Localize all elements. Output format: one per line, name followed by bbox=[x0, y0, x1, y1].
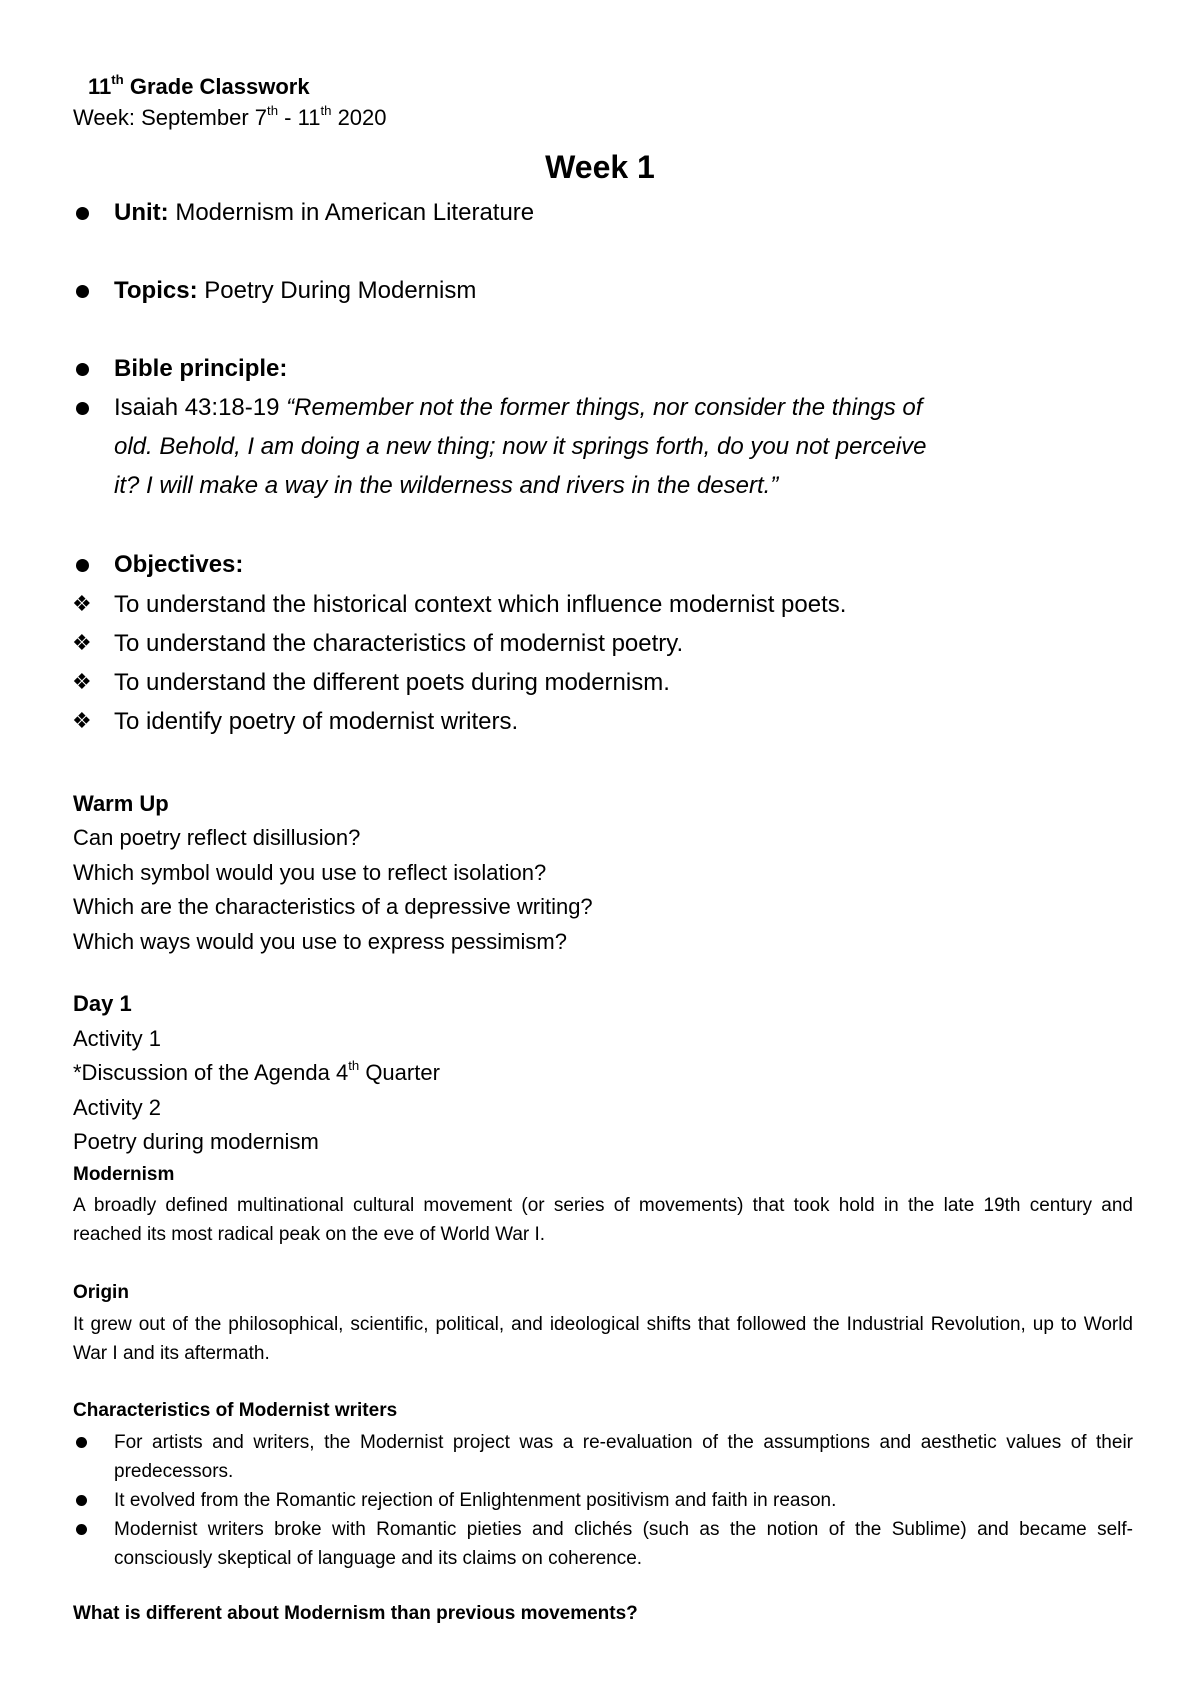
discussion-prefix: *Discussion of the Agenda 4 bbox=[73, 1060, 349, 1085]
poetry-during-modernism: Poetry during modernism bbox=[73, 1129, 319, 1154]
characteristic-item: Modernist writers broke with Romantic pieties and clichés (such as the notion of the Sublime) and became self-consciously skeptical of language and its claims on coherence. bbox=[114, 1519, 1133, 1569]
origin-heading: Origin bbox=[73, 1282, 129, 1303]
week-dates-mid: - 11 bbox=[284, 105, 321, 130]
page-title: Week 1 bbox=[545, 149, 655, 185]
bible-quote-text-1: “Remember not the former things, nor consider the things of bbox=[286, 394, 923, 421]
day1-heading: Day 1 bbox=[73, 991, 132, 1016]
week-dates-prefix: Week: September 7 bbox=[73, 105, 268, 130]
warmup-question: Which ways would you use to express pessimism? bbox=[73, 929, 567, 954]
discussion-suffix: Quarter bbox=[365, 1060, 440, 1085]
closing-question: What is different about Modernism than previous movements? bbox=[73, 1603, 638, 1624]
bible-quote-line-3: it? I will make a way in the wilderness and rivers in the desert.” bbox=[114, 472, 779, 499]
bible-quote-line-2: old. Behold, I am doing a new thing; now it springs forth, do you not perceive bbox=[114, 433, 927, 460]
unit-label: Unit: bbox=[114, 199, 169, 226]
grade-heading bbox=[88, 74, 310, 100]
bible-reference: Isaiah 43:18-19 bbox=[114, 394, 280, 421]
week-dates-sup1: th bbox=[267, 103, 279, 119]
diamond-bullet-icon: ❖ bbox=[72, 592, 92, 617]
objective-item: To identify poetry of modernist writers. bbox=[114, 708, 519, 735]
week-dates-sup2: th bbox=[320, 103, 332, 119]
bullet-icon bbox=[76, 559, 89, 572]
discussion-line bbox=[73, 1060, 440, 1086]
bullet-icon bbox=[76, 1524, 87, 1535]
bullet-icon bbox=[76, 285, 89, 298]
bullet-icon bbox=[76, 207, 89, 220]
warmup-question: Which are the characteristics of a depressive writing? bbox=[73, 894, 593, 919]
activity-2: Activity 2 bbox=[73, 1095, 162, 1120]
grade-sup: th bbox=[111, 72, 124, 88]
week-dates bbox=[73, 105, 387, 131]
warmup-heading: Warm Up bbox=[73, 791, 169, 816]
week-dates-year: 2020 bbox=[337, 105, 387, 130]
origin-text: It grew out of the philosophical, scientific, political, and ideological shifts that followed the Industrial Revolution, up to World War I and its aftermath. bbox=[73, 1314, 1133, 1364]
diamond-bullet-icon: ❖ bbox=[72, 670, 92, 695]
grade-heading-text: Grade Classwork bbox=[129, 74, 310, 99]
bible-quote-line-1 bbox=[114, 394, 922, 422]
objective-item: To understand the different poets during modernism. bbox=[114, 669, 670, 696]
topics-line bbox=[114, 277, 476, 305]
bullet-icon bbox=[76, 1437, 87, 1448]
warmup-question: Which symbol would you use to reflect isolation? bbox=[73, 860, 547, 885]
characteristic-item: For artists and writers, the Modernist project was a re-evaluation of the assumptions and aesthetic values of their predecessors. bbox=[114, 1432, 1133, 1482]
modernism-heading: Modernism bbox=[73, 1164, 175, 1185]
bullet-icon bbox=[76, 363, 89, 376]
activity-1: Activity 1 bbox=[73, 1026, 162, 1051]
grade-number: 11 bbox=[88, 74, 112, 99]
unit-value: Modernism in American Literature bbox=[175, 199, 535, 226]
bullet-icon bbox=[76, 1495, 87, 1506]
diamond-bullet-icon: ❖ bbox=[72, 709, 92, 734]
objective-item: To understand the historical context which influence modernist poets. bbox=[114, 591, 847, 618]
bullet-icon bbox=[76, 402, 89, 415]
bible-principle-label: Bible principle: bbox=[114, 355, 288, 382]
unit-line bbox=[114, 199, 534, 227]
characteristic-item: It evolved from the Romantic rejection of Enlightenment positivism and faith in reason. bbox=[114, 1490, 837, 1511]
topics-label: Topics: bbox=[114, 277, 198, 304]
diamond-bullet-icon: ❖ bbox=[72, 631, 92, 656]
warmup-question: Can poetry reflect disillusion? bbox=[73, 825, 361, 850]
discussion-sup: th bbox=[348, 1058, 360, 1074]
modernism-definition: A broadly defined multinational cultural movement (or series of movements) that took hold in the late 19th century and reached its most radical peak on the eve of World War I. bbox=[73, 1195, 1133, 1245]
characteristics-heading: Characteristics of Modernist writers bbox=[73, 1400, 398, 1421]
objectives-label: Objectives: bbox=[114, 551, 244, 578]
objective-item: To understand the characteristics of modernist poetry. bbox=[114, 630, 684, 657]
topics-value: Poetry During Modernism bbox=[204, 277, 477, 304]
